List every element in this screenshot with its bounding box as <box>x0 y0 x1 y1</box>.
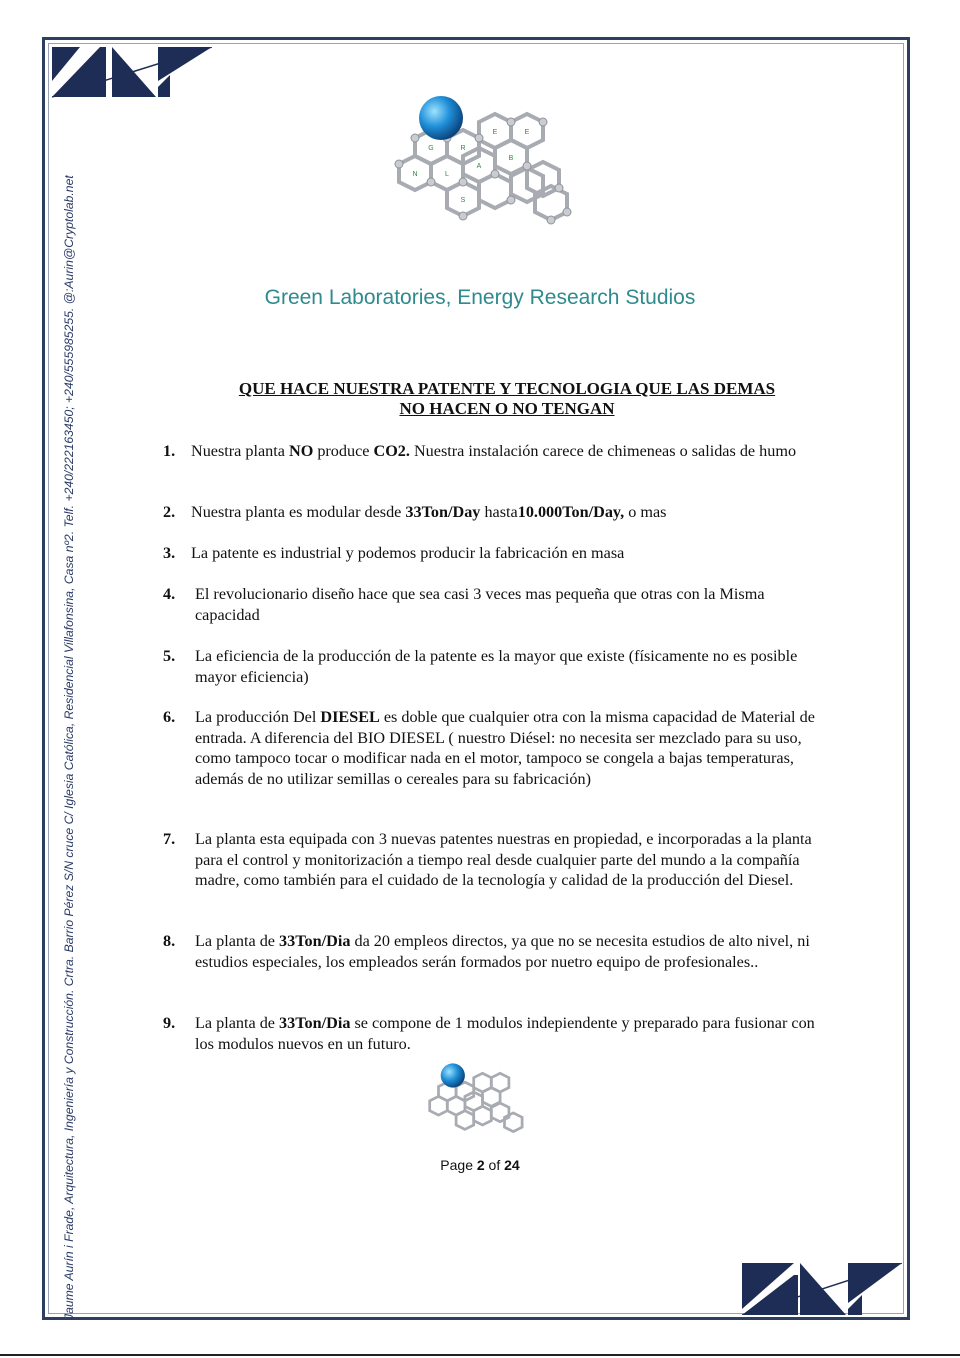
item-number: 5. <box>163 647 176 665</box>
item-number: 2. <box>163 503 176 521</box>
logo-letter: E <box>524 129 530 136</box>
logo-letter: L <box>445 171 449 178</box>
item-text: Nuestra planta NO produce CO2. Nuestra instalación carece de chimeneas o salidas de humo <box>191 442 797 460</box>
item-text: Nuestra planta es modular desde 33Ton/Day hasta10.000Ton/Day, o mas <box>191 503 667 521</box>
green-labs-logo-small <box>422 1058 532 1148</box>
contact-sidebar: Jaume Aurín i Frade, Arquitectura, Ingeniería y Construcción. Crtra. Barrio Pérez S/N cruce C/ Iglesia Católica, Residencial Villafonsina, Casa nº2. Telf. +240/222163450; +240/555985255. @:Aurin@Cryptolab.net <box>62 175 76 1320</box>
item-number: 7. <box>163 830 176 848</box>
page-heading <box>222 379 792 419</box>
item-number: 3. <box>163 544 176 562</box>
logo-letter: R <box>460 145 466 152</box>
logo-letter: A <box>476 163 482 170</box>
item-number: 9. <box>163 1014 176 1032</box>
logo-letter: B <box>508 155 514 162</box>
item-text: La producción Del DIESEL es doble que cualquier otra con la misma capacidad de Material de entrada. A diferencia del BIO DIESEL ( nuestro Diésel: no necesita ser mezclado para su uso, como tampoco tocar o modificar nada en el motor, tampoco se congela a bajas temperaturas, además de no utilizar semillas o cereales para su fabricación) <box>195 708 815 788</box>
item-text: El revolucionario diseño hace que sea casi 3 veces mas pequeña que otras con la Misma capacidad <box>195 585 765 624</box>
bottom-rule <box>0 1354 960 1356</box>
logo-letter: E <box>492 129 498 136</box>
logo-letter: G <box>428 145 434 152</box>
globe-icon <box>419 96 463 140</box>
item-text: La planta esta equipada con 3 nuevas patentes nuestras en propiedad, e incorporadas a la planta para el control y monitorización a tiempo real desde cualquier parte del mundo a la compañía madre, como también para el cuidado de la tecnología y calidad de la producción del Diesel. <box>195 830 812 889</box>
logo-letter: S <box>460 197 466 204</box>
company-name: Green Laboratories, Energy Research Studios <box>264 286 696 309</box>
green-labs-logo <box>385 88 585 248</box>
item-text: La patente es industrial y podemos producir la fabricación en masa <box>191 544 625 562</box>
globe-icon <box>441 1063 465 1087</box>
item-text: La eficiencia de la producción de la patente es la mayor que existe (físicamente no es posible mayor eficiencia) <box>195 647 798 686</box>
page-number: Page 2 of 24 <box>440 1157 520 1173</box>
item-number: 1. <box>163 442 176 460</box>
item-text: La planta de 33Ton/Dia da 20 empleos directos, ya que no se necesita estudios de alto nivel, ni estudios especiales, los empleados serán formados por nuetro equipo de profesionales.. <box>195 932 810 971</box>
logo-letter: N <box>412 171 418 178</box>
corner-emblem-top-left <box>52 47 212 99</box>
item-number: 4. <box>163 585 176 603</box>
heading-line-2: NO HACEN O NO TENGAN <box>399 399 615 418</box>
heading-line-1: QUE HACE NUESTRA PATENTE Y TECNOLOGIA QUE LAS DEMAS <box>238 379 776 398</box>
corner-emblem-bottom-right <box>742 1263 902 1315</box>
item-number: 8. <box>163 932 176 950</box>
item-text: La planta de 33Ton/Dia se compone de 1 modulos indepiendente y preparado para fusionar con los modulos nuevos en un futuro. <box>195 1014 815 1053</box>
item-number: 6. <box>163 708 176 726</box>
